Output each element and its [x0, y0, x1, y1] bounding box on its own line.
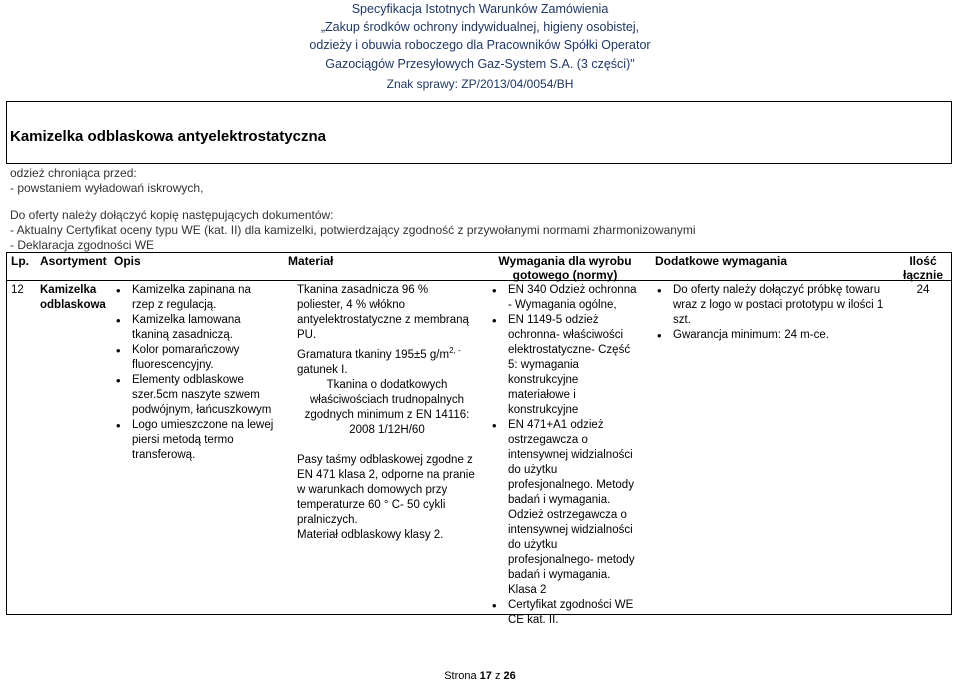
- row-dodatkowe: [655, 283, 890, 343]
- material-weight-text: Gramatura tkaniny 195±5 g/m: [297, 348, 450, 361]
- table-header-divider: [6, 280, 952, 281]
- header-ilosc-line2: łącznie: [902, 268, 944, 282]
- material-grade: gatunek I.: [297, 363, 348, 376]
- header-line-3: odzieży i obuwia roboczego dla Pracowników Spółki Operator: [309, 38, 651, 52]
- opis-item: • Kolor pomarańczowy fluorescencyjny.: [114, 343, 274, 373]
- page-footer: [0, 670, 960, 682]
- intro-line-3: Do oferty należy dołączyć kopię następujących dokumentów:: [10, 208, 334, 222]
- intro-line-2: - powstaniem wyładowań iskrowych,: [10, 181, 204, 195]
- header-lp: Lp.: [11, 254, 29, 268]
- row-asortyment: [40, 283, 106, 313]
- footer-total: 26: [503, 670, 516, 682]
- material-reflective: Materiał odblaskowy klasy 2.: [297, 528, 444, 541]
- row-lp: 12: [11, 284, 24, 296]
- material-composition: Tkanina zasadnicza 96 % poliester, 4 % włókno antyelektrostatyczne z membraną PU.: [297, 284, 469, 341]
- wymagania-item: • EN 471+A1 odzież ostrzegawcza o intensywnej widzialności do użytku profesjonalnego. Metody badań i wymagania. Odzież ostrzegawcza o intensywnej widzialności do użytku profesjonalnego- metody badań i wymagania. Klasa 2: [490, 418, 640, 598]
- opis-item: • Kamizelka lamowana tkaniną zasadniczą.: [114, 313, 274, 343]
- row-material: [297, 283, 477, 543]
- row-asortyment-line1: Kamizelka: [40, 284, 97, 296]
- opis-item: • Kamizelka zapinana na rzep z regulacją.: [114, 283, 274, 313]
- footer-prefix: Strona: [444, 670, 477, 682]
- row-wymagania: [490, 283, 640, 628]
- header-material: Materiał: [288, 254, 334, 268]
- row-asortyment-line2: odblaskowa: [40, 299, 106, 311]
- header-wymagania-line1: Wymagania dla wyrobu: [498, 254, 632, 268]
- intro-line-5: - Deklaracja zgodności WE: [10, 238, 155, 252]
- dodatkowe-item: • Gwarancja minimum: 24 m-ce.: [655, 328, 890, 343]
- header-ilosc-line1: Ilość: [909, 254, 937, 268]
- header-line-2: „Zakup środków ochrony indywidualnej, higieny osobistej,: [320, 20, 640, 34]
- intro-line-4: - Aktualny Certyfikat oceny typu WE (kat. II) dla kamizelki, potwierdzający zgodność z przywołanymi normami zharmonizowanymi: [10, 223, 696, 237]
- header-wymagania-line2: gotowego (normy): [512, 268, 618, 282]
- material-flame: Tkanina o dodatkowych właściwościach trudnopalnych zgodnych minimum z EN 14116: 2008 1/12H/60: [304, 378, 470, 436]
- wymagania-item: • EN 340 Odzież ochronna - Wymagania ogólne,: [490, 283, 640, 313]
- header-case-number: Znak sprawy: ZP/2013/04/0054/BH: [386, 77, 574, 91]
- header-line-1: Specyfikacja Istotnych Warunków Zamówienia: [351, 2, 609, 16]
- wymagania-item: • Certyfikat zgodności WE CE kat. II.: [490, 598, 640, 628]
- opis-item: • Elementy odblaskowe szer.5cm naszyte szwem podwójnym, łańcuszkowym: [114, 373, 274, 418]
- row-ilosc: 24: [916, 284, 930, 296]
- material-tape: Pasy taśmy odblaskowej zgodne z EN 471 klasa 2, odporne na pranie w warunkach domowych przy temperaturze 60 ° C- 50 cykli pralniczych.: [297, 453, 475, 526]
- intro-line-1: odzież chroniąca przed:: [10, 166, 137, 180]
- opis-item: • Logo umieszczone na lewej piersi metodą termo transferową.: [114, 418, 274, 463]
- section-title: Kamizelka odblaskowa antyelektrostatyczna: [10, 128, 326, 145]
- row-opis: [114, 283, 274, 463]
- material-weight: [297, 343, 477, 363]
- header-dodatkowe: Dodatkowe wymagania: [655, 254, 788, 268]
- header-line-4: Gazociągów Przesyłowych Gaz-System S.A. (3 części)": [325, 57, 635, 71]
- footer-page: 17: [479, 670, 492, 682]
- dodatkowe-item: • Do oferty należy dołączyć próbkę towaru wraz z logo w postaci prototypu w ilości 1 szt.: [655, 283, 890, 328]
- header-wymagania: [490, 254, 640, 282]
- footer-of: z: [494, 670, 501, 682]
- material-weight-sup: 2, -: [449, 346, 461, 355]
- header-ilosc: [898, 254, 948, 282]
- header-opis: Opis: [114, 254, 141, 268]
- wymagania-item: • EN 1149-5 odzież ochronna- właściwości elektrostatyczne- Część 5: wymagania konstrukcyjne materiałowe i konstrukcyjne: [490, 313, 640, 418]
- header-asortyment: Asortyment: [40, 254, 107, 268]
